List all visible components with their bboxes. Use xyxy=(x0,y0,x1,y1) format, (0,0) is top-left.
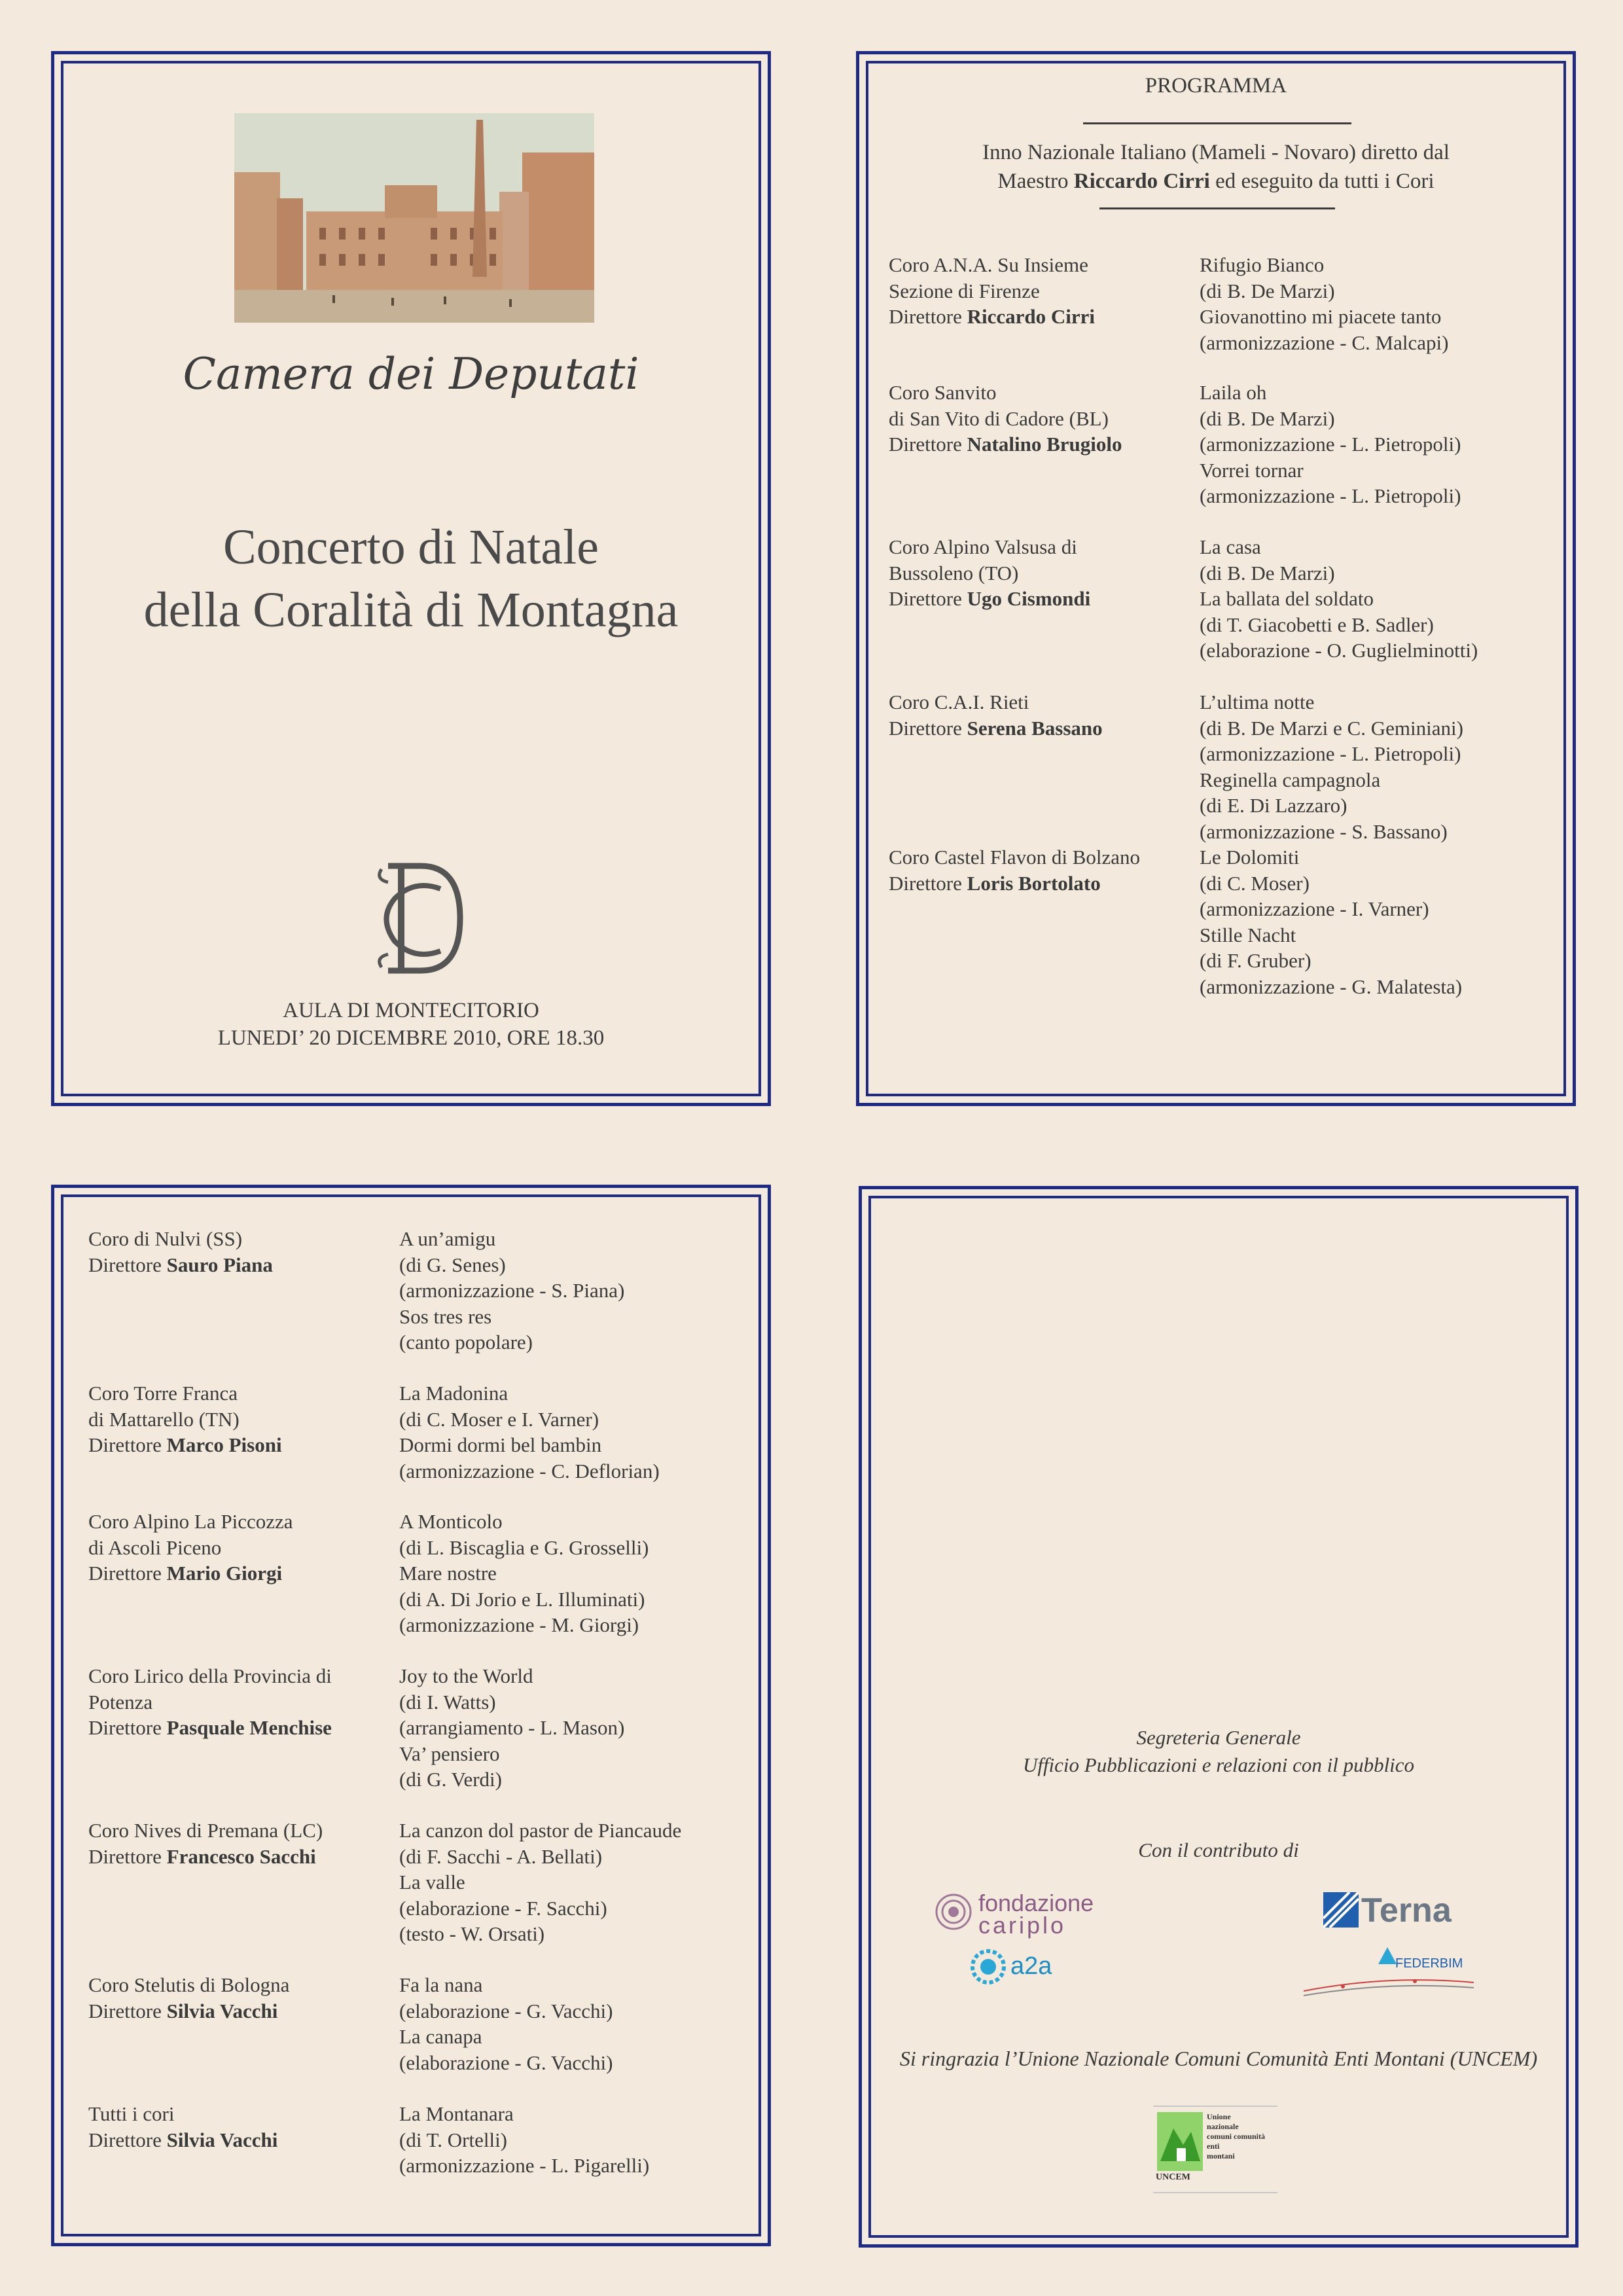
director-name: Riccardo Cirri xyxy=(967,305,1096,328)
choir-director xyxy=(88,1844,389,1870)
choir-info xyxy=(88,1972,389,2024)
director-name: Silvia Vacchi xyxy=(166,1999,278,2022)
song-line: (armonizzazione - G. Malatesta) xyxy=(1200,975,1463,998)
song-line: (di T. Giacobetti e B. Sadler) xyxy=(1200,613,1434,636)
song-line: (armonizzazione - S. Piana) xyxy=(399,1279,625,1302)
federbim-icon xyxy=(1297,1942,1480,2001)
title-line-1: Concerto di Natale xyxy=(223,520,599,575)
song-list xyxy=(399,1509,740,1638)
choir-name-line: Bussoleno (TO) xyxy=(889,561,1019,584)
choir-name-line: di Ascoli Piceno xyxy=(88,1535,222,1559)
song-line: A un’amigu xyxy=(399,1227,496,1250)
song-line: (di L. Biscaglia e G. Grosselli) xyxy=(399,1535,649,1559)
choir-name-line: Coro Nives di Premana (LC) xyxy=(88,1819,323,1842)
choir-director xyxy=(88,1998,389,2024)
song-line: A Monticolo xyxy=(399,1510,503,1533)
song-line: (di G. Senes) xyxy=(399,1253,506,1276)
choir-info xyxy=(889,252,1190,330)
director-name: Sauro Piana xyxy=(166,1253,273,1276)
montecitorio-illustration xyxy=(234,113,594,323)
choir-name-line: Coro C.A.I. Rieti xyxy=(889,691,1029,713)
song-line: La casa xyxy=(1200,535,1261,558)
song-line: (armonizzazione - L. Pietropoli) xyxy=(1200,484,1461,507)
institution-name: Camera dei Deputati xyxy=(183,349,639,399)
director-name: Ugo Cismondi xyxy=(967,587,1091,610)
office-line-1: Segreteria Generale xyxy=(1136,1726,1301,1749)
director-name: Natalino Brugiolo xyxy=(967,433,1122,456)
director-name: Mario Giorgi xyxy=(166,1562,283,1585)
song-list xyxy=(399,1226,740,1355)
song-line: Fa la nana xyxy=(399,1973,483,1996)
director-label: Direttore xyxy=(889,305,967,328)
director-label: Direttore xyxy=(88,1253,167,1276)
director-name: Marco Pisoni xyxy=(166,1433,282,1456)
choir-director xyxy=(88,2127,389,2153)
song-line: (armonizzazione - M. Giorgi) xyxy=(399,1613,639,1636)
song-line: (elaborazione - G. Vacchi) xyxy=(399,2051,613,2074)
song-line: La valle xyxy=(399,1871,465,1893)
choir-info xyxy=(889,844,1190,896)
choir-name-line: Tutti i cori xyxy=(88,2102,175,2125)
director-name: Silvia Vacchi xyxy=(166,2128,278,2151)
song-line: (elaborazione - F. Sacchi) xyxy=(399,1896,607,1920)
song-line: (di F. Sacchi - A. Bellati) xyxy=(399,1844,603,1868)
a2a-logo xyxy=(970,1948,1061,1988)
song-list xyxy=(1200,380,1540,509)
venue-block xyxy=(54,997,768,1052)
cariplo-line-2: cariplo xyxy=(978,1912,1067,1939)
camera-monogram-icon xyxy=(362,853,467,984)
choir-info xyxy=(88,1818,389,1869)
director-label: Direttore xyxy=(889,433,967,456)
song-line: Vorrei tornar xyxy=(1200,458,1304,482)
concert-title xyxy=(54,516,768,641)
song-line: (armonizzazione - L. Pigarelli) xyxy=(399,2154,650,2177)
uncem-label: UNCEM xyxy=(1156,2172,1190,2182)
choir-info xyxy=(88,1509,389,1587)
choir-director xyxy=(889,304,1190,330)
a2a-icon xyxy=(970,1948,1007,1985)
office-line-2: Ufficio Pubblicazioni e relazioni con il pubblico xyxy=(1022,1753,1415,1776)
song-line: (arrangiamento - L. Mason) xyxy=(399,1716,625,1739)
cover-panel xyxy=(51,51,771,1106)
song-line: La canapa xyxy=(399,2025,482,2048)
federbim-logo xyxy=(1297,1942,1480,2001)
contribution-label: Con il contributo di xyxy=(1138,1839,1299,1861)
song-line: La ballata del soldato xyxy=(1200,587,1374,610)
song-list xyxy=(399,1663,740,1793)
song-line: (di F. Gruber) xyxy=(1200,949,1311,972)
song-line: (armonizzazione - C. Deflorian) xyxy=(399,1459,660,1482)
uncem-line: enti xyxy=(1207,2142,1220,2151)
event-datetime: LUNEDI’ 20 DICEMBRE 2010, ORE 18.30 xyxy=(217,1026,605,1050)
song-list xyxy=(1200,252,1540,355)
choir-director xyxy=(889,431,1190,457)
song-line: (armonizzazione - L. Pietropoli) xyxy=(1200,742,1461,765)
song-list xyxy=(399,1380,740,1484)
program-panel-1 xyxy=(856,51,1576,1106)
song-line: (canto popolare) xyxy=(399,1331,533,1354)
cariplo-logo xyxy=(934,1890,1104,1939)
cariplo-line-1: fondazione xyxy=(978,1890,1094,1916)
song-list xyxy=(399,1818,740,1947)
song-line: Dormi dormi bel bambin xyxy=(399,1433,602,1456)
song-list xyxy=(1200,689,1540,844)
director-name: Loris Bortolato xyxy=(967,871,1101,895)
choir-info xyxy=(889,380,1190,457)
choir-info xyxy=(88,1226,389,1278)
song-line: Reginella campagnola xyxy=(1200,768,1381,791)
choir-info xyxy=(88,2101,389,2153)
song-line: (di B. De Marzi e C. Geminiani) xyxy=(1200,716,1463,740)
choir-name-line: Coro Lirico della Provincia di xyxy=(88,1664,332,1687)
director-label: Direttore xyxy=(88,1433,167,1456)
choir-name-line: Coro Sanvito xyxy=(889,381,997,404)
choir-info xyxy=(88,1663,389,1741)
anthem-director: Riccardo Cirri xyxy=(1073,170,1210,193)
anthem-line-1: Inno Nazionale Italiano (Mameli - Novaro) diretto dal xyxy=(982,141,1450,164)
anthem-line-2 xyxy=(859,167,1573,196)
director-name: Francesco Sacchi xyxy=(166,1844,316,1868)
venue-name: AULA DI MONTECITORIO xyxy=(283,999,539,1022)
terna-logo xyxy=(1323,1891,1474,1930)
choir-name-line: Coro Torre Franca xyxy=(88,1382,238,1405)
song-line: La canzon dol pastor de Piancaude xyxy=(399,1819,682,1842)
song-line: (di B. De Marzi) xyxy=(1200,279,1335,302)
choir-director xyxy=(889,870,1190,897)
director-label: Direttore xyxy=(88,1716,167,1739)
choir-name-line: di Mattarello (TN) xyxy=(88,1407,240,1431)
choir-name-line: Coro di Nulvi (SS) xyxy=(88,1227,243,1250)
uncem-line: Unione xyxy=(1207,2112,1231,2121)
director-label: Direttore xyxy=(889,716,967,740)
terna-wordmark: Terna xyxy=(1361,1892,1452,1929)
cariplo-icon xyxy=(934,1892,973,1931)
title-line-2: della Coralità di Montagna xyxy=(143,583,679,637)
song-line: (di A. Di Jorio e L. Illuminati) xyxy=(399,1587,645,1611)
director-label: Direttore xyxy=(88,1844,167,1868)
heading-rule xyxy=(1083,122,1351,124)
director-label: Direttore xyxy=(889,871,967,895)
song-line: (di G. Verdi) xyxy=(399,1768,502,1791)
anthem-rule xyxy=(1099,207,1335,209)
song-line: Stille Nacht xyxy=(1200,923,1296,946)
song-line: Sos tres res xyxy=(399,1304,492,1328)
song-line: (di C. Moser) xyxy=(1200,871,1310,895)
choir-name-line: Coro Stelutis di Bologna xyxy=(88,1973,290,1996)
song-line: L’ultima notte xyxy=(1200,691,1315,713)
choir-name-line: di San Vito di Cadore (BL) xyxy=(889,406,1109,430)
uncem-thanks: Si ringrazia l’Unione Nazionale Comuni Comunità Enti Montani (UNCEM) xyxy=(899,2047,1538,2070)
choir-info xyxy=(889,689,1190,741)
director-label: Direttore xyxy=(889,587,967,610)
song-line: Va’ pensiero xyxy=(399,1742,500,1765)
uncem-line: comuni comunità xyxy=(1207,2132,1266,2141)
song-line: Le Dolomiti xyxy=(1200,846,1300,869)
anthem-note xyxy=(859,138,1573,196)
song-line: (di I. Watts) xyxy=(399,1690,496,1713)
uncem-text xyxy=(1207,2112,1265,2161)
song-line: (armonizzazione - S. Bassano) xyxy=(1200,819,1448,843)
choir-info xyxy=(889,534,1190,612)
song-list xyxy=(399,2101,740,2179)
program-heading: PROGRAMMA xyxy=(1145,74,1287,98)
song-line: Mare nostre xyxy=(399,1562,497,1585)
choir-name-line: Coro Alpino Valsusa di xyxy=(889,535,1077,558)
uncem-line: nazionale xyxy=(1207,2122,1239,2131)
uncem-logo xyxy=(1153,2106,1277,2193)
director-label: Direttore xyxy=(88,1562,167,1585)
terna-icon xyxy=(1323,1892,1359,1928)
choir-director xyxy=(88,1560,389,1587)
song-line: Giovanottino mi piacete tanto xyxy=(1200,305,1442,328)
uncem-mountain-icon xyxy=(1157,2112,1203,2171)
song-line: (di B. De Marzi) xyxy=(1200,406,1335,430)
song-line: (elaborazione - O. Guglielminotti) xyxy=(1200,639,1478,662)
choir-name-line: Sezione di Firenze xyxy=(889,279,1040,302)
song-line: (armonizzazione - I. Varner) xyxy=(1200,897,1429,920)
choir-director xyxy=(88,1432,389,1458)
choir-name-line: Potenza xyxy=(88,1690,153,1713)
choir-director xyxy=(889,586,1190,612)
song-line: Joy to the World xyxy=(399,1664,533,1687)
choir-director xyxy=(889,715,1190,742)
song-list xyxy=(1200,534,1540,664)
song-list xyxy=(399,1972,740,2075)
choir-info xyxy=(88,1380,389,1458)
choir-director xyxy=(88,1715,389,1741)
song-line: (armonizzazione - C. Malcapi) xyxy=(1200,331,1449,354)
song-line: Laila oh xyxy=(1200,381,1267,404)
choir-name-line: Coro Castel Flavon di Bolzano xyxy=(889,846,1141,869)
song-line: La Madonina xyxy=(399,1382,508,1405)
song-line: (di C. Moser e I. Varner) xyxy=(399,1407,599,1431)
director-name: Serena Bassano xyxy=(967,716,1103,740)
song-line: (di B. De Marzi) xyxy=(1200,561,1335,584)
song-line: (elaborazione - G. Vacchi) xyxy=(399,1999,613,2022)
choir-name-line: Coro Alpino La Piccozza xyxy=(88,1510,293,1533)
federbim-wordmark: FEDERBIM xyxy=(1395,1956,1463,1971)
song-line: Rifugio Bianco xyxy=(1200,253,1325,276)
uncem-line: montani xyxy=(1207,2151,1235,2161)
anthem-line-2-post: ed eseguito da tutti i Cori xyxy=(1209,170,1435,193)
song-line: (testo - W. Orsati) xyxy=(399,1922,545,1945)
director-name: Pasquale Menchise xyxy=(166,1716,332,1739)
anthem-line-2-pre: Maestro xyxy=(997,170,1074,193)
song-line: (di E. Di Lazzaro) xyxy=(1200,794,1347,817)
song-list xyxy=(1200,844,1540,999)
back-panel xyxy=(859,1186,1578,2248)
choir-name-line: Coro A.N.A. Su Insieme xyxy=(889,253,1088,276)
song-line: La Montanara xyxy=(399,2102,514,2125)
director-label: Direttore xyxy=(88,1999,167,2022)
director-label: Direttore xyxy=(88,2128,167,2151)
program-panel-2 xyxy=(51,1185,771,2246)
song-line: (di T. Ortelli) xyxy=(399,2128,508,2151)
song-line: (armonizzazione - L. Pietropoli) xyxy=(1200,433,1461,456)
a2a-wordmark: a2a xyxy=(1010,1952,1052,1980)
choir-director xyxy=(88,1252,389,1278)
